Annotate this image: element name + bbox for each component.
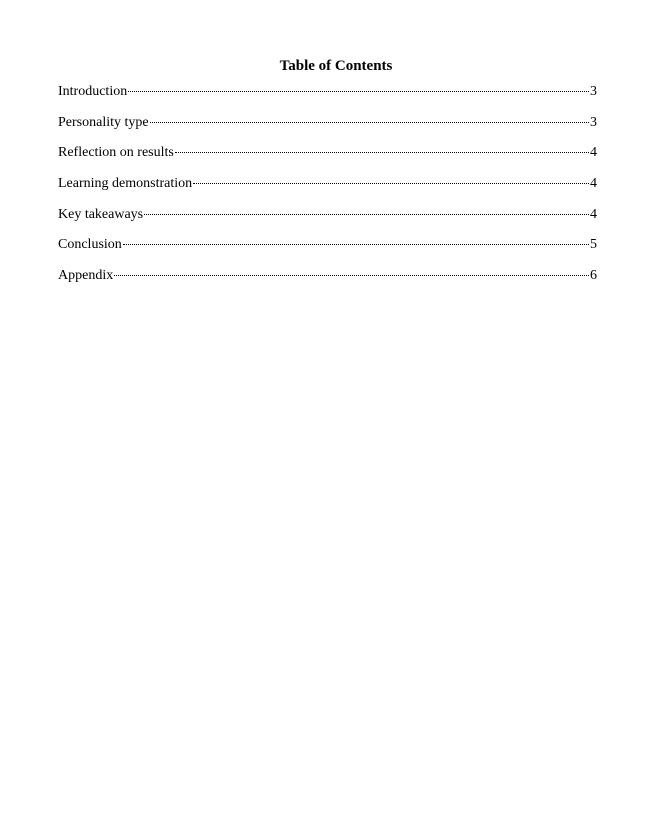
toc-entry-label: Personality type [58,114,149,130]
toc-title: Table of Contents [279,58,393,74]
toc-page-number: 3 [590,114,597,130]
toc-page-number: 6 [590,268,597,284]
toc-entry-key-takeaways[interactable] [58,205,597,236]
toc-page-number: 3 [590,84,597,99]
toc-entry-personality-type[interactable] [58,113,597,144]
toc-page-number: 4 [590,206,597,222]
toc-entry-conclusion[interactable] [58,235,597,266]
toc-entry-introduction[interactable] [58,82,597,113]
toc-entry-label: Appendix [58,268,114,284]
toc-dot-leader [150,122,589,123]
toc-entry-reflection-on-results[interactable] [58,143,597,174]
toc-page-number: 4 [590,145,597,161]
toc-dot-leader [193,183,589,184]
toc-entry-appendix[interactable] [58,266,597,297]
toc-page-number: 5 [590,237,597,253]
toc-list [58,82,597,297]
toc-entry-learning-demonstration[interactable] [58,174,597,205]
toc-page-number: 4 [590,176,597,192]
toc-dot-leader [123,244,589,245]
toc-entry-label: Introduction [58,84,128,99]
toc-entry-label: Conclusion [58,237,122,253]
toc-entry-label: Key takeaways [58,206,144,222]
toc-dot-leader [114,275,589,276]
toc-entry-label: Learning demonstration [58,176,193,192]
toc-dot-leader [128,91,589,92]
toc-dot-leader [175,152,589,153]
toc-dot-leader [144,214,589,215]
toc-entry-label: Reflection on results [58,145,174,161]
